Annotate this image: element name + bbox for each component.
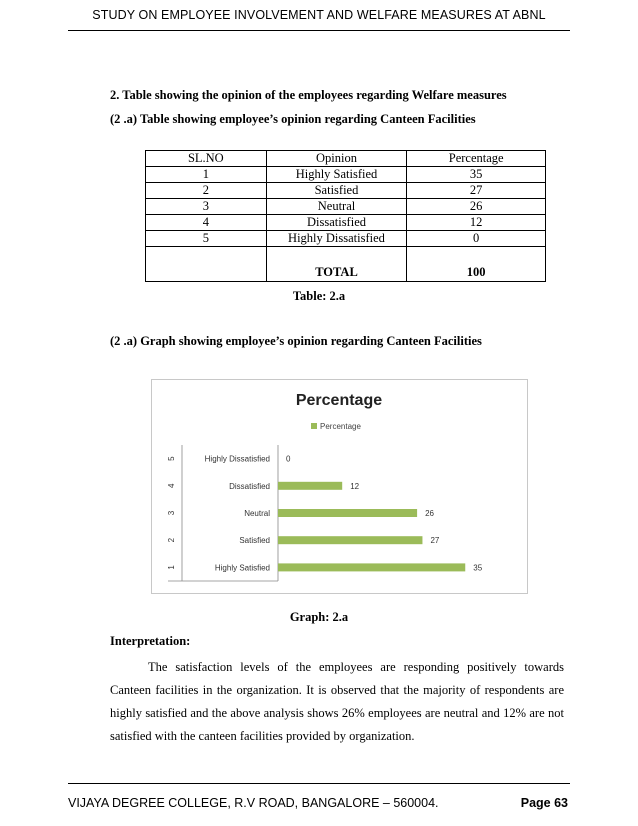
cell-opinion: Highly Dissatisfied bbox=[266, 231, 407, 247]
data-label: 0 bbox=[286, 454, 291, 464]
bar-neutral bbox=[278, 509, 417, 517]
total-value: 100 bbox=[407, 247, 546, 282]
legend-swatch bbox=[311, 423, 317, 429]
bar-chart bbox=[152, 380, 527, 593]
category-number-label: 1 bbox=[167, 565, 176, 570]
col-header-opinion: Opinion bbox=[266, 151, 407, 167]
legend-label: Percentage bbox=[320, 422, 361, 431]
category-number-label: 5 bbox=[167, 456, 176, 461]
category-label: Highly Dissatisfied bbox=[204, 454, 270, 464]
data-label: 27 bbox=[430, 536, 440, 546]
col-header-slno: SL.NO bbox=[146, 151, 267, 167]
table-header-row bbox=[146, 151, 546, 167]
table-row bbox=[146, 231, 546, 247]
footer-college: VIJAYA DEGREE COLLEGE, R.V ROAD, BANGALORE – 560004. bbox=[68, 796, 439, 810]
bar-highly-satisfied bbox=[278, 563, 465, 571]
table-row bbox=[146, 167, 546, 183]
total-label: TOTAL bbox=[266, 247, 407, 282]
cell-slno: 5 bbox=[146, 231, 267, 247]
cell-empty bbox=[146, 247, 267, 282]
cell-opinion: Highly Satisfied bbox=[266, 167, 407, 183]
table-row bbox=[146, 199, 546, 215]
category-number-label: 2 bbox=[167, 537, 176, 543]
category-number-label: 3 bbox=[167, 510, 176, 516]
page-number: Page 63 bbox=[520, 796, 568, 810]
category-label: Neutral bbox=[244, 509, 270, 518]
category-label: Highly Satisfied bbox=[214, 563, 270, 573]
opinion-table bbox=[145, 150, 546, 282]
graph-caption: Graph: 2.a bbox=[289, 610, 349, 624]
data-label: 26 bbox=[425, 509, 435, 518]
cell-slno: 4 bbox=[146, 215, 267, 231]
cell-slno: 3 bbox=[146, 199, 267, 215]
page-header-title: STUDY ON EMPLOYEE INVOLVEMENT AND WELFARE MEASURES AT ABNL bbox=[92, 8, 546, 22]
cell-opinion: Dissatisfied bbox=[266, 215, 407, 231]
table-total-row bbox=[146, 247, 546, 282]
header-divider bbox=[68, 30, 570, 31]
section-heading: 2. Table showing the opinion of the employees regarding Welfare measures bbox=[110, 88, 507, 102]
category-label: Satisfied bbox=[239, 536, 270, 546]
graph-heading: (2 .a) Graph showing employee’s opinion regarding Canteen Facilities bbox=[110, 334, 482, 348]
col-header-percentage: Percentage bbox=[407, 151, 546, 167]
chart-title: Percentage bbox=[295, 392, 383, 409]
cell-percentage: 27 bbox=[407, 183, 546, 199]
interpretation-heading: Interpretation: bbox=[110, 634, 191, 648]
table-row bbox=[146, 183, 546, 199]
category-label: Dissatisfied bbox=[229, 481, 270, 491]
bar-dissatisfied bbox=[278, 482, 342, 490]
footer-divider bbox=[68, 783, 570, 784]
bars-group bbox=[167, 455, 483, 573]
table-row bbox=[146, 215, 546, 231]
data-label: 35 bbox=[473, 563, 483, 573]
cell-opinion: Neutral bbox=[266, 199, 407, 215]
data-label: 12 bbox=[350, 481, 360, 491]
cell-slno: 1 bbox=[146, 167, 267, 183]
cell-slno: 2 bbox=[146, 183, 267, 199]
cell-percentage: 0 bbox=[407, 231, 546, 247]
table-caption: Table: 2.a bbox=[292, 289, 346, 303]
cell-percentage: 35 bbox=[407, 167, 546, 183]
bar-satisfied bbox=[278, 536, 422, 544]
category-number-label: 4 bbox=[167, 483, 176, 489]
cell-percentage: 26 bbox=[407, 199, 546, 215]
table-heading: (2 .a) Table showing employee’s opinion regarding Canteen Facilities bbox=[110, 112, 476, 126]
cell-percentage: 12 bbox=[407, 215, 546, 231]
cell-opinion: Satisfied bbox=[266, 183, 407, 199]
chart-frame bbox=[151, 379, 528, 594]
interpretation-paragraph: The satisfaction levels of the employees are responding positively towards Canteen facilities in the organization. It is observed that the majority of respondents are highly satisfied and the above analysis shows 26% employees are neutral and 12% are not satisfied with the canteen facilities provided by organization. bbox=[110, 660, 564, 743]
